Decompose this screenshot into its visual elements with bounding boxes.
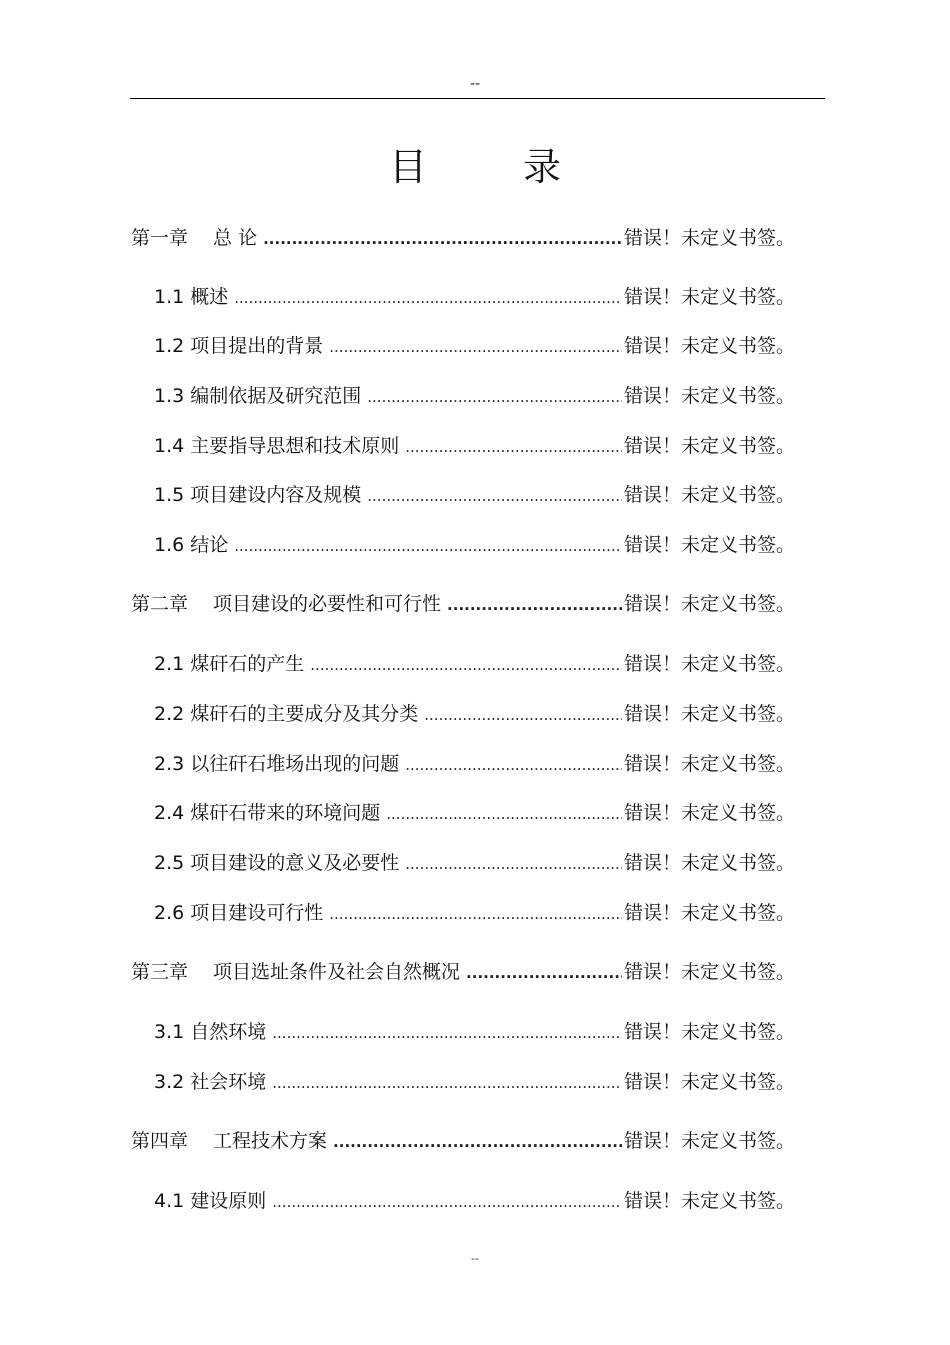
toc-page-reference: 错误！未定义书签。 (623, 1130, 795, 1152)
toc-section-entry[interactable] (154, 751, 795, 777)
toc-entry-label: 1.5 项目建设内容及规模 (154, 484, 362, 506)
toc-page-reference: 错误！未定义书签。 (623, 335, 795, 357)
toc-entry-label: 1.1 概述 (154, 286, 229, 308)
page-header-mark: -- (469, 76, 481, 92)
toc-page-reference: 错误！未定义书签。 (623, 1071, 795, 1093)
toc-dot-leader (466, 960, 622, 986)
toc-entry-label: 1.4 主要指导思想和技术原则 (154, 435, 400, 457)
toc-page-reference: 错误！未定义书签。 (623, 1021, 795, 1043)
toc-entry-label: 1.3 编制依据及研究范围 (154, 385, 362, 407)
toc-entry-label: 2.4 煤矸石带来的环境问题 (154, 802, 381, 824)
toc-entry-label: 2.1 煤矸石的产生 (154, 653, 305, 675)
toc-page-reference: 错误！未定义书签。 (623, 227, 795, 249)
toc-entry-label: 第三章 项目选址条件及社会自然概况 (131, 961, 461, 983)
toc-page-reference: 错误！未定义书签。 (623, 484, 795, 506)
toc-dot-leader (310, 652, 622, 678)
toc-dot-leader (272, 1020, 622, 1046)
toc-dot-leader (263, 226, 622, 252)
toc-section-entry[interactable] (154, 1188, 795, 1214)
toc-section-entry[interactable] (154, 900, 795, 926)
toc-page-reference: 错误！未定义书签。 (623, 653, 795, 675)
toc-entry-label: 3.1 自然环境 (154, 1021, 267, 1043)
toc-page-reference: 错误！未定义书签。 (623, 593, 795, 615)
toc-section-entry[interactable] (154, 800, 795, 826)
toc-entry-label: 2.3 以往矸石堆场出现的问题 (154, 753, 400, 775)
toc-section-entry[interactable] (154, 433, 795, 459)
toc-entry-label: 3.2 社会环境 (154, 1071, 267, 1093)
toc-page-reference: 错误！未定义书签。 (623, 286, 795, 308)
toc-section-entry[interactable] (154, 383, 795, 409)
toc-entry-label: 第二章 项目建设的必要性和可行性 (131, 593, 442, 615)
toc-page-reference: 错误！未定义书签。 (623, 753, 795, 775)
toc-page-reference: 错误！未定义书签。 (623, 435, 795, 457)
toc-section-entry[interactable] (154, 701, 795, 727)
toc-chapter-entry[interactable] (131, 225, 795, 251)
toc-chapter-entry[interactable] (131, 1128, 795, 1154)
toc-dot-leader (272, 1189, 622, 1215)
toc-dot-leader (447, 592, 622, 618)
toc-page-reference: 错误！未定义书签。 (623, 1190, 795, 1212)
toc-dot-leader (367, 384, 622, 410)
toc-dot-leader (367, 483, 622, 509)
toc-entry-label: 第四章 工程技术方案 (131, 1130, 328, 1152)
toc-section-entry[interactable] (154, 1019, 795, 1045)
toc-title: 目 录 (388, 145, 604, 189)
toc-dot-leader (424, 702, 622, 728)
toc-page-reference: 错误！未定义书签。 (623, 534, 795, 556)
toc-entry-label: 2.5 项目建设的意义及必要性 (154, 852, 400, 874)
toc-dot-leader (329, 901, 622, 927)
toc-entry-label: 2.2 煤矸石的主要成分及其分类 (154, 703, 419, 725)
toc-dot-leader (234, 285, 622, 311)
toc-entry-label: 1.6 结论 (154, 534, 229, 556)
toc-dot-leader (333, 1129, 622, 1155)
toc-chapter-entry[interactable] (131, 591, 795, 617)
toc-dot-leader (405, 434, 622, 460)
toc-dot-leader (405, 752, 622, 778)
toc-page-reference: 错误！未定义书签。 (623, 385, 795, 407)
toc-section-entry[interactable] (154, 482, 795, 508)
page-footer-mark: -- (471, 1252, 479, 1265)
toc-section-entry[interactable] (154, 532, 795, 558)
toc-section-entry[interactable] (154, 651, 795, 677)
toc-page-reference: 错误！未定义书签。 (623, 852, 795, 874)
toc-section-entry[interactable] (154, 850, 795, 876)
toc-page-reference: 错误！未定义书签。 (623, 961, 795, 983)
toc-page-reference: 错误！未定义书签。 (623, 703, 795, 725)
toc-dot-leader (386, 801, 622, 827)
toc-section-entry[interactable] (154, 284, 795, 310)
toc-dot-leader (405, 851, 622, 877)
toc-entry-label: 2.6 项目建设可行性 (154, 902, 324, 924)
toc-chapter-entry[interactable] (131, 959, 795, 985)
toc-dot-leader (272, 1070, 622, 1096)
toc-dot-leader (234, 533, 622, 559)
toc-section-entry[interactable] (154, 1069, 795, 1095)
toc-entry-label: 第一章 总 论 (131, 227, 258, 249)
toc-section-entry[interactable] (154, 333, 795, 359)
toc-dot-leader (329, 334, 622, 360)
toc-page-reference: 错误！未定义书签。 (623, 802, 795, 824)
toc-entry-label: 4.1 建设原则 (154, 1190, 267, 1212)
toc-page-reference: 错误！未定义书签。 (623, 902, 795, 924)
toc-entry-label: 1.2 项目提出的背景 (154, 335, 324, 357)
